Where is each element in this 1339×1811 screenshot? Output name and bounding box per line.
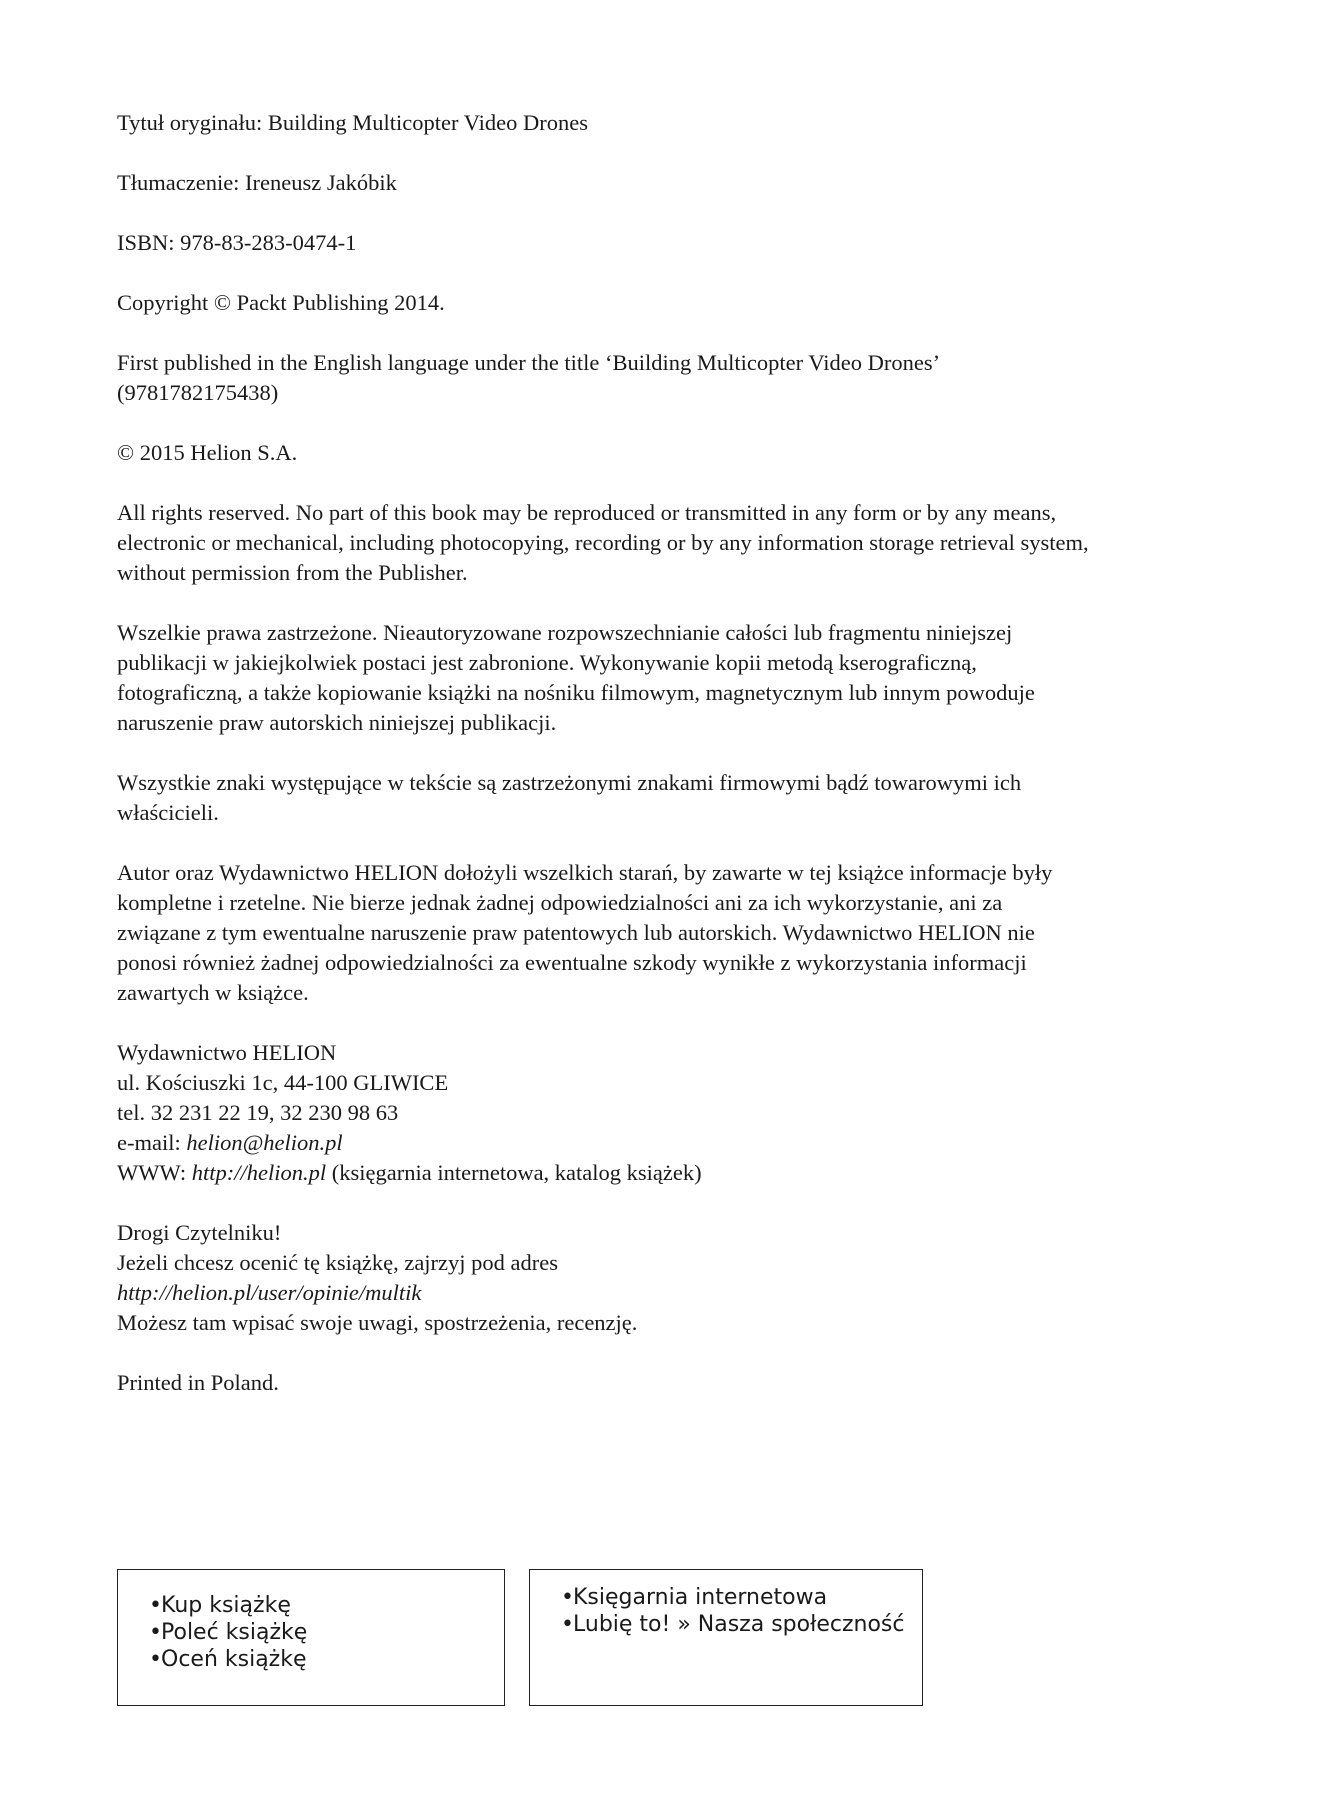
buy-book-link[interactable]: •Kup książkę xyxy=(149,1593,291,1618)
text-line: Autor oraz Wydawnictwo HELION dołożyli wszelkich starań, by zawarte w tej książce informacje były xyxy=(117,860,1053,885)
reader-greeting: Drogi Czytelniku! xyxy=(117,1220,282,1245)
text-line: związane z tym ewentualne naruszenie praw patentowych lub autorskich. Wydawnictwo HELION nie xyxy=(117,920,1035,945)
text-line: właścicieli. xyxy=(117,800,219,825)
store-links-box xyxy=(529,1569,923,1706)
copyright-packt: Copyright © Packt Publishing 2014. xyxy=(117,290,445,315)
text-line: publikacji w jakiejkolwiek postaci jest zabronione. Wykonywanie kopii metodą kserograficzną, xyxy=(117,650,977,675)
publisher-email-row xyxy=(117,1128,1237,1158)
text-line: First published in the English language under the title ‘Building Multicopter Video Drones’ xyxy=(117,350,941,375)
bullet-icon: • xyxy=(149,1647,162,1672)
rate-book-link[interactable]: •Oceń książkę xyxy=(149,1647,307,1672)
text-line: without permission from the Publisher. xyxy=(117,560,468,585)
bullet-icon: • xyxy=(561,1585,574,1610)
review-link[interactable]: http://helion.pl/user/opinie/multik xyxy=(117,1280,422,1305)
online-bookstore-link[interactable]: •Księgarnia internetowa xyxy=(561,1585,828,1610)
publisher-contact xyxy=(117,1038,1237,1188)
text-line: zawartych w książce. xyxy=(117,980,309,1005)
text-line: fotograficzną, a także kopiowanie książki na nośniku filmowym, magnetycznym lub innym powoduje xyxy=(117,680,1035,705)
community-link[interactable]: •Lubię to! » Nasza społeczność xyxy=(561,1612,905,1637)
bullet-icon: • xyxy=(561,1612,574,1637)
text-line: kompletne i rzetelne. Nie bierze jednak żadnej odpowiedzialności ani za ich wykorzystanie, ani za xyxy=(117,890,1003,915)
wszelkie-prawa xyxy=(117,618,1237,738)
text-line: ponosi również żadnej odpowiedzialności za ewentualne szkody wynikłe z wykorzystania informacji xyxy=(117,950,1027,975)
reader-line: Możesz tam wpisać swoje uwagi, spostrzeżenia, recenzję. xyxy=(117,1310,638,1335)
trademarks-notice xyxy=(117,768,1237,828)
text-line: (9781782175438) xyxy=(117,380,279,405)
bullet-icon: • xyxy=(149,1620,162,1645)
email-label: e-mail: xyxy=(117,1130,187,1155)
publisher-www-row xyxy=(117,1158,1237,1188)
publisher-address: ul. Kościuszki 1c, 44-100 GLIWICE xyxy=(117,1070,449,1095)
www-suffix: (księgarnia internetowa, katalog książek) xyxy=(326,1160,702,1185)
first-published xyxy=(117,348,1237,408)
bullet-icon: • xyxy=(149,1593,162,1618)
rights-reserved xyxy=(117,498,1237,588)
translation-credit: Tłumaczenie: Ireneusz Jakóbik xyxy=(117,170,397,195)
text-line: All rights reserved. No part of this book may be reproduced or transmitted in any form or by any means, xyxy=(117,500,1057,525)
text-line: naruszenie praw autorskich niniejszej publikacji. xyxy=(117,710,557,735)
book-actions-box xyxy=(117,1569,505,1706)
isbn: ISBN: 978-83-283-0474-1 xyxy=(117,230,357,255)
publisher-name: Wydawnictwo HELION xyxy=(117,1040,337,1065)
text-line: Wszystkie znaki występujące w tekście są zastrzeżonymi znakami firmowymi bądź towarowymi ich xyxy=(117,770,1022,795)
imprint-page xyxy=(117,108,1237,1428)
text-line: Wszelkie prawa zastrzeżone. Nieautoryzowane rozpowszechnianie całości lub fragmentu niniejszej xyxy=(117,620,1013,645)
reader-line: Jeżeli chcesz ocenić tę książkę, zajrzyj pod adres xyxy=(117,1250,559,1275)
liability-disclaimer xyxy=(117,858,1237,1008)
www-link[interactable]: http://helion.pl xyxy=(191,1160,327,1185)
www-label: WWW: xyxy=(117,1160,192,1185)
text-line: electronic or mechanical, including photocopying, recording or by any information storage retrieval system, xyxy=(117,530,1089,555)
original-title: Tytuł oryginału: Building Multicopter Video Drones xyxy=(117,110,588,135)
reader-note xyxy=(117,1218,1237,1338)
recommend-book-link[interactable]: •Poleć książkę xyxy=(149,1620,308,1645)
email-link[interactable]: helion@helion.pl xyxy=(186,1130,343,1155)
publisher-phone: tel. 32 231 22 19, 32 230 98 63 xyxy=(117,1100,399,1125)
copyright-helion: © 2015 Helion S.A. xyxy=(117,440,298,465)
printed-in: Printed in Poland. xyxy=(117,1370,279,1395)
